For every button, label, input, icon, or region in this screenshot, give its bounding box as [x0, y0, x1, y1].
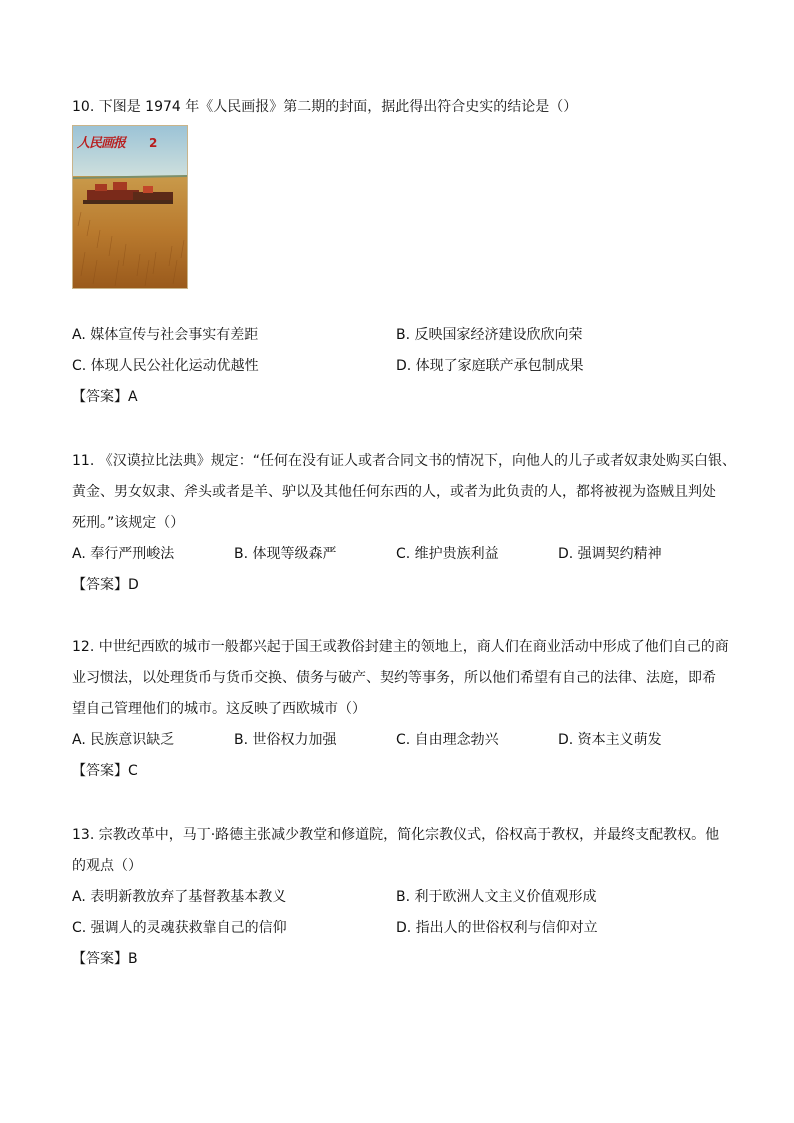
question-12	[72, 632, 732, 787]
option-b[interactable]: B. 反映国家经济建设欣欣向荣	[396, 327, 583, 343]
question-stem: 10. 下图是 1974 年《人民画报》第二期的封面，据此得出符合史实的结论是（）	[72, 99, 578, 115]
option-d[interactable]: D. 强调契约精神	[558, 546, 662, 562]
question-11	[72, 446, 736, 601]
question-stem-line: 12. 中世纪西欧的城市一般都兴起于国王或教俗封建主的领地上，商人们在商业活动中形成了他们自己的商	[72, 639, 729, 655]
magazine-title: 人民画报	[77, 136, 126, 151]
question-13	[72, 820, 732, 975]
answer-value: C	[128, 763, 138, 779]
option-c[interactable]: C. 自由理念勃兴	[396, 732, 499, 748]
answer-line	[72, 570, 732, 601]
answer-value: D	[128, 577, 139, 593]
option-d[interactable]: D. 指出人的世俗权利与信仰对立	[396, 920, 598, 936]
option-c[interactable]: C. 体现人民公社化运动优越性	[72, 358, 259, 374]
answer-value: A	[128, 389, 138, 405]
answer-line	[72, 382, 732, 413]
options-row	[72, 320, 732, 351]
answer-label: 【答案】	[72, 577, 128, 593]
question-stem-line: 望自己管理他们的城市。这反映了西欧城市（）	[72, 701, 366, 717]
answer-line	[72, 756, 732, 787]
option-c[interactable]: C. 维护贵族利益	[396, 546, 499, 562]
question-10	[72, 92, 732, 297]
magazine-issue-number: 2	[149, 136, 158, 150]
option-d[interactable]: D. 体现了家庭联产承包制成果	[396, 358, 584, 374]
option-c[interactable]: C. 强调人的灵魂获救靠自己的信仰	[72, 920, 287, 936]
options-row	[72, 539, 732, 570]
question-stem-line: 13. 宗教改革中，马丁·路德主张减少教堂和修道院，简化宗教仪式，俗权高于教权，并最终支配教权。他	[72, 827, 720, 843]
option-a[interactable]: A. 表明新教放弃了基督教基本教义	[72, 889, 287, 905]
option-d[interactable]: D. 资本主义萌发	[558, 732, 662, 748]
question-stem-line: 业习惯法，以处理货币与货币交换、债务与破产、契约等事务，所以他们希望有自己的法律、法庭，即希	[72, 670, 716, 686]
option-b[interactable]: B. 世俗权力加强	[234, 732, 337, 748]
option-b[interactable]: B. 利于欧洲人文主义价值观形成	[396, 889, 597, 905]
answer-label: 【答案】	[72, 951, 128, 967]
option-a[interactable]: A. 媒体宣传与社会事实有差距	[72, 327, 259, 343]
question-stem-line: 死刑。”该规定（）	[72, 515, 185, 531]
options-row	[72, 913, 732, 944]
answer-line	[72, 944, 732, 975]
answer-label: 【答案】	[72, 389, 128, 405]
option-a[interactable]: A. 民族意识缺乏	[72, 732, 175, 748]
option-a[interactable]: A. 奉行严刑峻法	[72, 546, 175, 562]
answer-label: 【答案】	[72, 763, 128, 779]
question-stem-line: 11. 《汉谟拉比法典》规定：“任何在没有证人或者合同文书的情况下，向他人的儿子或者奴隶处购买白银、	[72, 453, 736, 469]
question-stem-line: 的观点（）	[72, 858, 142, 874]
options-row	[72, 725, 732, 756]
answer-value: B	[128, 951, 138, 967]
question-10-options	[72, 320, 732, 413]
option-b[interactable]: B. 体现等级森严	[234, 546, 337, 562]
question-stem-line: 黄金、男女奴隶、斧头或者是羊、驴以及其他任何东西的人，或者为此负责的人，都将被视为盗贼且判处	[72, 484, 716, 500]
options-row	[72, 882, 732, 913]
magazine-cover-image	[72, 125, 188, 289]
options-row	[72, 351, 732, 382]
